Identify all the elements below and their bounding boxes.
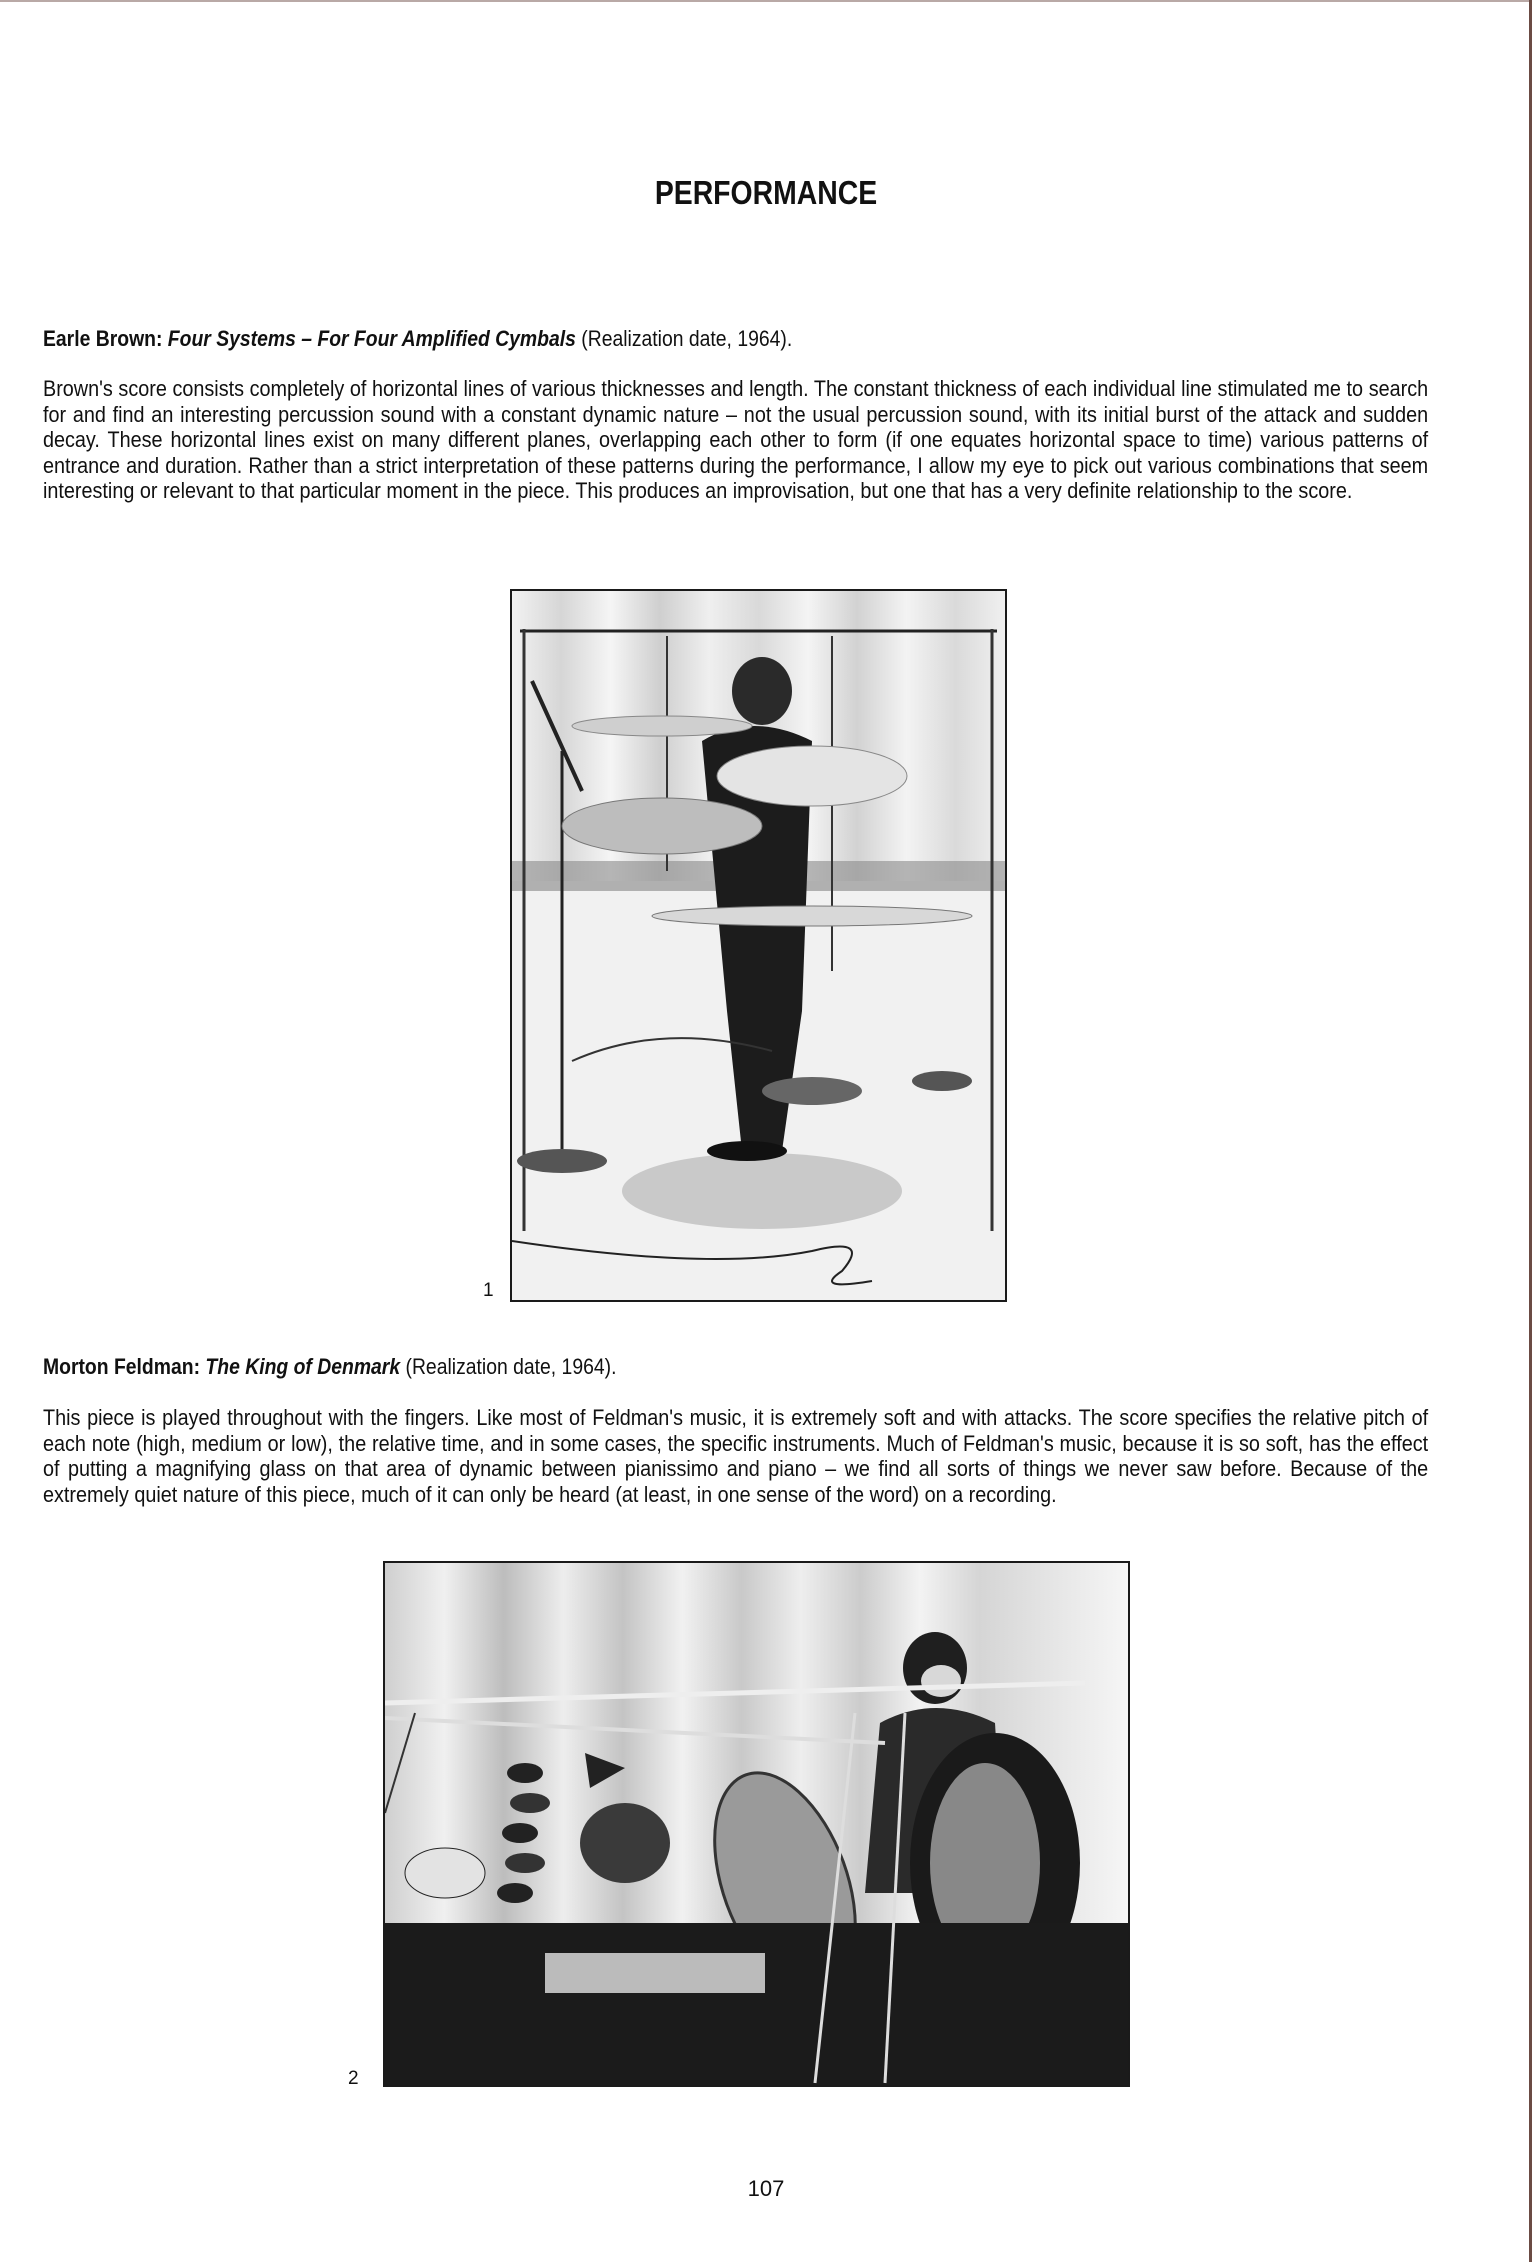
page-top-edge [0, 0, 1532, 2]
realization-date: (Realization date, 1964). [581, 326, 793, 351]
composer-name: Morton Feldman: [43, 1354, 201, 1379]
work-title: Four Systems – For Four Amplified Cymbals [167, 326, 576, 351]
section-heading-feldman [43, 1354, 616, 1380]
figure-1-photo [510, 589, 1007, 1302]
section-paragraph-brown: Brown's score consists completely of horizontal lines of various thicknesses and length. The constant thickness of each individual line stimulated me to search for and find an interesting percussion sound with a constant dynamic nature – not the usual percussion sound, with its initial burst of the attack and sudden decay. These horizontal lines exist on many different planes, overlapping each other to form (if one equates horizontal space to time) various patterns of entrance and duration. Rather than a strict interpretation of these patterns during the performance, I allow my eye to pick out various combinations that seem interesting or relevant to that particular moment in the piece. This produces an improvisation, but one that has a very definite relationship to the score. [43, 376, 1429, 503]
section-heading-brown [43, 326, 792, 352]
figure-1-number: 1 [483, 1280, 494, 1301]
figure-2-photo [383, 1561, 1130, 2087]
composer-name: Earle Brown: [43, 326, 163, 351]
realization-date: (Realization date, 1964). [405, 1354, 617, 1379]
figure-2-number: 2 [348, 2068, 359, 2089]
page-number: 107 [747, 2176, 785, 2201]
work-title: The King of Denmark [205, 1354, 401, 1379]
section-paragraph-feldman: This piece is played throughout with the fingers. Like most of Feldman's music, it is extremely soft and with attacks. The score specifies the relative pitch of each note (high, medium or low), the relative time, and in some cases, the specific instruments. Much of Feldman's music, because it is so soft, has the effect of putting a magnifying glass on that area of dynamic between pianissimo and piano – we find all sorts of things we never saw before. Because of the extremely quiet nature of this piece, much of it can only be heard (at least, in one sense of the word) on a recording. [43, 1405, 1429, 1507]
page-title: PERFORMANCE [654, 174, 878, 211]
